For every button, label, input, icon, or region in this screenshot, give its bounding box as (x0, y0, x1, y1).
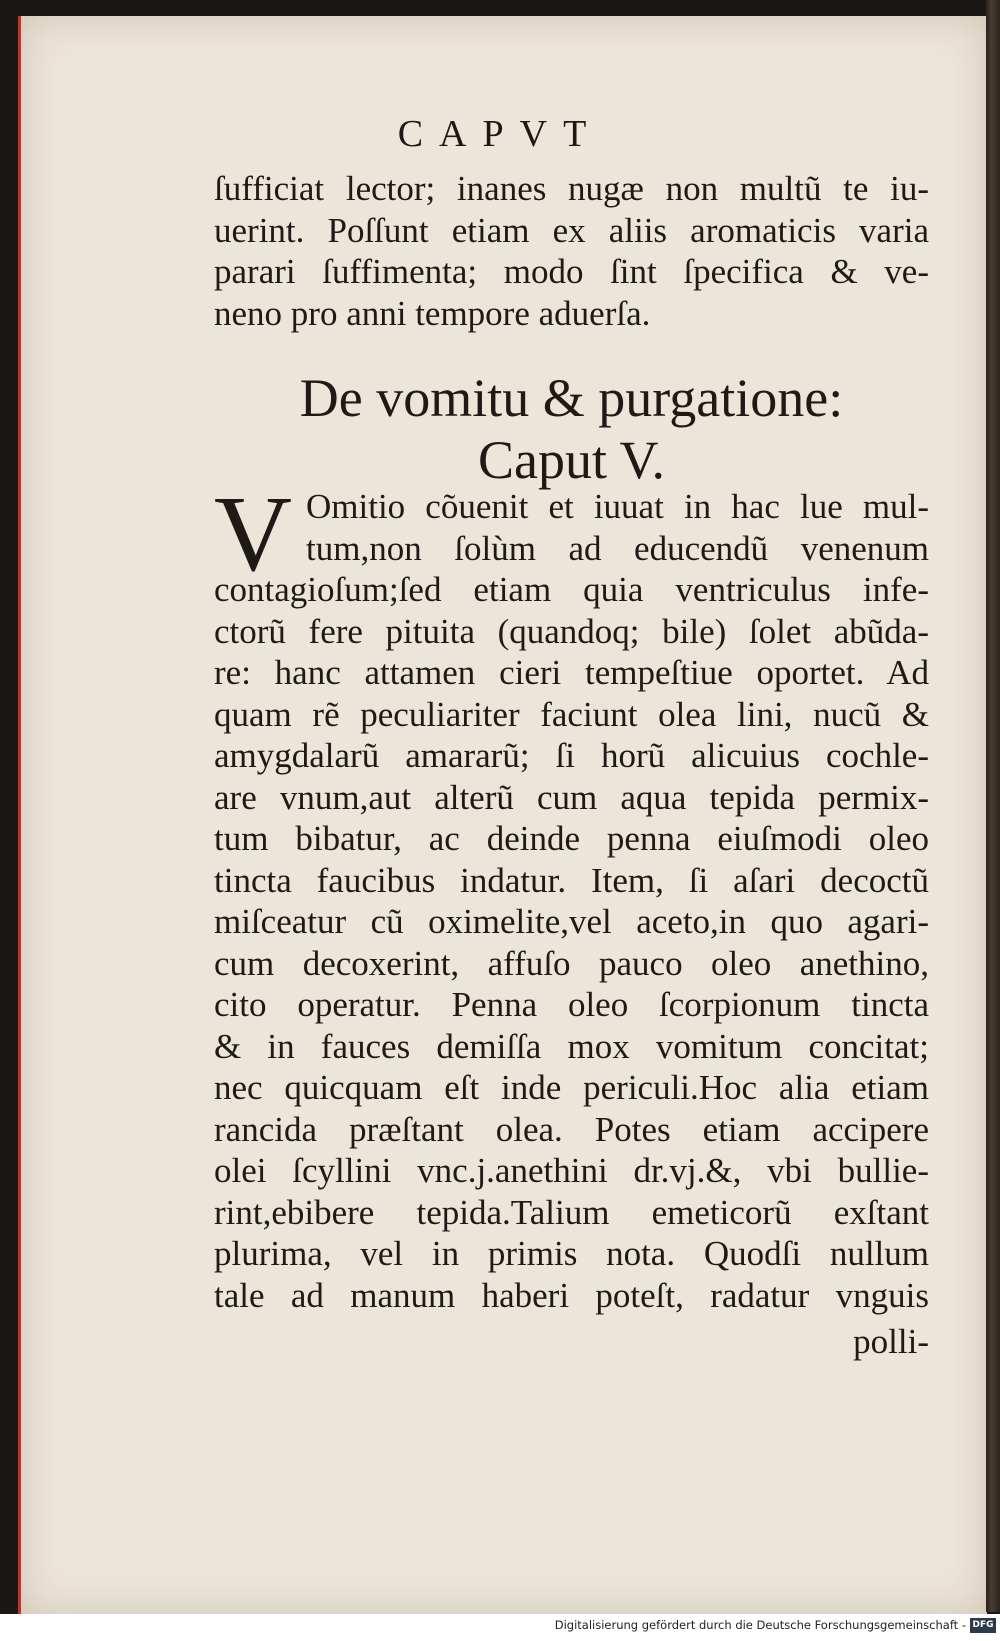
catchword: polli- (853, 1322, 929, 1361)
text-line: are vnum,aut alterũ cum aqua tepida permix- (214, 777, 929, 817)
text-line: ctorũ fere pituita (quandoq; bile) ſolet abũda- (214, 611, 929, 651)
text-line: contagioſum;ſed etiam quia ventriculus infe- (214, 570, 929, 609)
footer-bar (0, 1614, 1000, 1641)
text-line: rint,ebibere tepida.Talium emeticorũ exſtant (214, 1192, 929, 1232)
text-line: tincta faucibus indatur. Item, ſi aſari decoctũ (214, 860, 929, 900)
body-paragraph (214, 475, 929, 1316)
text-line: cito operatur. Penna oleo ſcorpionum tincta (214, 985, 929, 1024)
text-line: & in fauces demiſſa mox vomitum concitat; (214, 1026, 929, 1066)
dfg-logo: DFG (970, 1618, 996, 1633)
text-line: amygdalarũ amararũ; ſi horũ alicuius cochle- (214, 736, 929, 775)
text-line: miſceatur cũ oximelite,vel aceto,in quo agari- (214, 902, 929, 941)
text-line: uerint. Poſſunt etiam ex aliis aromaticis varia (214, 210, 929, 250)
funding-note: Digitalisierung gefördert durch die Deutsche Forschungsgemeinschaft - (554, 1618, 966, 1632)
text-line: plurima, vel in primis nota. Quodſi nullum (214, 1234, 929, 1273)
drop-cap: V (214, 475, 292, 594)
text-line: olei ſcyllini vnc.j.anethini dr.vj.&, vbi bullie- (214, 1151, 929, 1190)
text-line: Omitio cõuenit et iuuat in hac lue mul- (306, 487, 929, 526)
text-line: neno pro anni tempore aduerſa. (214, 293, 651, 333)
text-line: quam rẽ peculiariter faciunt olea lini, nucũ & (214, 694, 929, 734)
intro-paragraph (214, 168, 929, 334)
text-line: tale ad manum haberi poteſt, radatur vnguis (214, 1275, 929, 1315)
book-spine-edge (986, 0, 1000, 1612)
chapter-heading: De vomitu & purgatione: (299, 368, 844, 428)
text-line: tum bibatur, ac deinde penna eiuſmodi oleo (214, 819, 929, 858)
text-line: parari ſuffimenta; modo ſint ſpecifica & ve- (214, 252, 929, 291)
text-line: rancida præſtant olea. Potes etiam accipere (214, 1109, 929, 1149)
text-line: re: hanc attamen cieri tempeſtiue oportet. Ad (214, 653, 929, 692)
running-head: CAPVT (397, 113, 603, 155)
text-line: tum,non ſolùm ad educendũ venenum (306, 528, 929, 568)
text-line: ſufficiat lector; inanes nugæ non multũ te iu- (214, 169, 929, 208)
text-line: cum decoxerint, affuſo pauco oleo anethino, (214, 943, 929, 983)
chapter-number: Caput V. (477, 430, 666, 490)
text-line: nec quicquam eſt inde periculi.Hoc alia etiam (214, 1068, 929, 1107)
